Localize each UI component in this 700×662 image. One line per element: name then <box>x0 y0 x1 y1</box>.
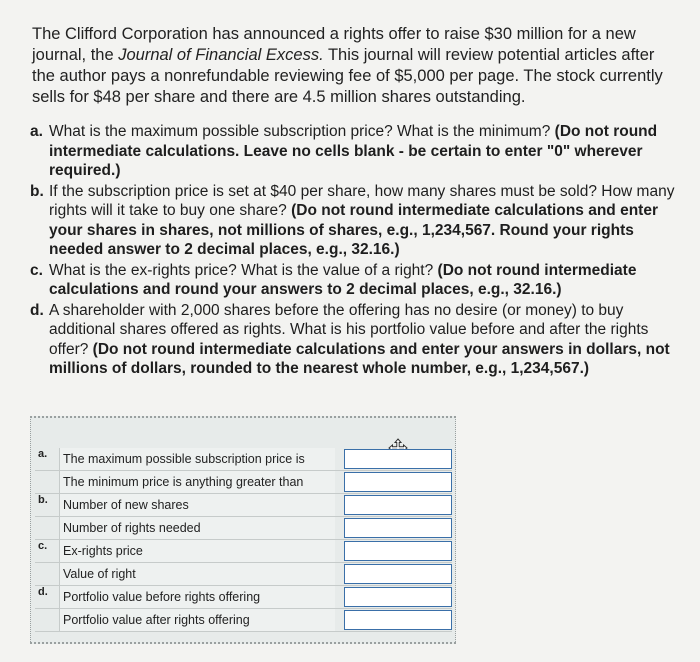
row-letter <box>35 563 60 586</box>
row-letter <box>35 517 60 540</box>
table-row <box>35 448 452 471</box>
row-label: Portfolio value before rights offering <box>60 586 336 609</box>
answer-table <box>35 448 452 632</box>
part-letter: d. <box>30 301 44 319</box>
row-label: Number of rights needed <box>60 517 336 540</box>
part-letter: c. <box>30 261 43 279</box>
rights-needed-input[interactable] <box>344 518 452 538</box>
problem-intro <box>32 24 680 108</box>
new-shares-input[interactable] <box>344 495 452 515</box>
row-label: Ex-rights price <box>60 540 336 563</box>
question-part-b <box>30 182 680 260</box>
table-row <box>35 609 452 632</box>
question-part-c <box>30 261 680 300</box>
part-text: What is the ex-rights price? What is the value of a right? <box>49 261 438 279</box>
table-row <box>35 471 452 494</box>
part-instruction: (Do not round intermediate calculations and enter your shares in shares, not millions of shares, e.g., 1,234,567. Round your rights needed answer to 2 decimal places, e.g., 32.16.) <box>49 202 658 258</box>
part-instruction: (Do not round intermediate calculations. Leave no cells blank - be certain to enter "0" wherever required.) <box>49 123 658 179</box>
min-price-input[interactable] <box>344 472 452 492</box>
journal-title: Journal of Financial Excess. <box>118 46 324 64</box>
part-letter: b. <box>30 182 44 200</box>
answer-table-container <box>30 416 456 644</box>
table-row <box>35 494 452 517</box>
row-letter: a. <box>35 448 60 471</box>
row-letter: c. <box>35 540 60 563</box>
part-instruction: (Do not round intermediate calculations and enter your answers in dollars, not millions of dollars, rounded to the nearest whole number, e.g., 1,234,567.) <box>49 340 670 377</box>
portfolio-after-input[interactable] <box>344 610 452 630</box>
table-row <box>35 586 452 609</box>
intro-text-2: This journal will review potential articles after the author pays a nonrefundable reviewing fee of $5,000 per page. The stock currently sells for $48 per share and there are 4.5 million shares outstanding. <box>32 46 663 106</box>
question-part-d <box>30 301 680 379</box>
table-row <box>35 517 452 540</box>
table-row <box>35 563 452 586</box>
part-text: If the subscription price is set at $40 per share, how many shares must be sold? How many rights will it take to buy one share? <box>49 182 675 219</box>
intro-text-1: The Clifford Corporation has announced a rights offer to raise $30 million for a new journal, the <box>32 25 636 64</box>
row-letter: d. <box>35 586 60 609</box>
row-letter <box>35 609 60 632</box>
row-letter <box>35 471 60 494</box>
row-letter: b. <box>35 494 60 517</box>
row-label: The maximum possible subscription price is <box>60 448 336 471</box>
value-of-right-input[interactable] <box>344 564 452 584</box>
row-label: Portfolio value after rights offering <box>60 609 336 632</box>
row-label: The minimum price is anything greater than <box>60 471 336 494</box>
question-parts <box>30 122 680 380</box>
portfolio-before-input[interactable] <box>344 587 452 607</box>
ex-rights-price-input[interactable] <box>344 541 452 561</box>
part-letter: a. <box>30 123 43 140</box>
part-instruction: (Do not round intermediate calculations and round your answers to 2 decimal places, e.g., 32.16.) <box>49 261 637 298</box>
table-row <box>35 540 452 563</box>
question-part-a <box>30 122 680 181</box>
row-label: Number of new shares <box>60 494 336 517</box>
row-label: Value of right <box>60 563 336 586</box>
part-text: What is the maximum possible subscription price? What is the minimum? <box>49 123 555 140</box>
part-text: A shareholder with 2,000 shares before the offering has no desire (or money) to buy additional shares offered as rights. What is his portfolio value before and after the rights offer? <box>49 301 649 358</box>
max-subscription-price-input[interactable] <box>344 449 452 469</box>
